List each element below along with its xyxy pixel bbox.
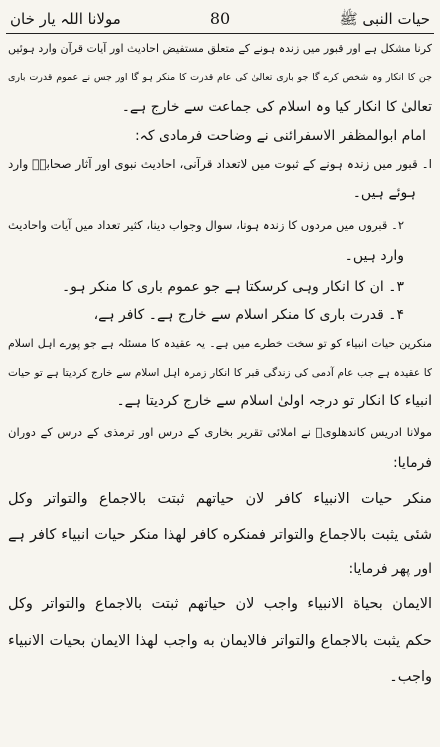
arabic-quote-line: منکر حیات الانبیاء کافر لان حیاتهم ثبتت بالاجماع والتواتر وکل [8, 491, 432, 507]
arabic-quote-line: واجب۔ [389, 669, 432, 685]
list-item: ۴۔ قدرت باری کا منکر اسلام سے خارج ہے۔ کافر ہے، [93, 307, 404, 323]
arabic-quote-line: الایمان بحیاة الانبیاء واجب لان حیاتهم ثبتت بالاجماع والتواتر وکل [8, 596, 432, 612]
text-line: منکرین حیات انبیاء کو تو سخت خطرے میں ہے۔ یہ عقیدہ کا مسئلہ ہے جو پورے اہل اسلام [8, 337, 432, 350]
text-line: کا عقیدہ ہے جب عام آدمی کی زندگی قبر کا انکار زمرہ اہل اسلام سے خارج کردیتا ہے تو حیات [8, 367, 432, 379]
text-line: امام ابوالمظفر الاسفرائنی نے وضاحت فرمادی کہ: [134, 128, 426, 144]
text-line: فرمایا: [392, 455, 432, 471]
text-line: اور پھر فرمایا: [348, 561, 432, 577]
header-rule [6, 33, 434, 34]
list-item: ۲۔ قبروں میں مردوں کا زندہ ہونا، سوال وجواب دینا، کثیر تعداد میں آیات واحادیث [8, 218, 404, 232]
list-item: ا۔ قبور میں زندہ ہونے کے ثبوت میں لاتعداد قرآنی، احادیث نبوی اور آثار صحابہؓ وارد [8, 157, 432, 171]
author-name: مولانا اللہ یار خان [10, 10, 121, 28]
arabic-quote-line: شئی یثبت بالاجماع والتواتر فمنکره کافر لهذا منکر حیات انبیاء کافر ہے [8, 527, 432, 543]
text-line: مولانا ادریس کاندھلویؒ نے املائی تقریر بخاری کے درس اور ترمذی کے درس کے دوران [8, 425, 432, 439]
text-line: کرنا مشکل ہے اور قبور میں زندہ ہونے کے متعلق مستفیض احادیث اور آیات قرآن وارد ہوئیں [8, 42, 432, 55]
page-number: 80 [209, 9, 231, 28]
page-header [8, 6, 432, 34]
text-line: ہوئے ہیں۔ [352, 185, 416, 201]
text-line: انبیاء کا انکار تو درجہ اولیٰ اسلام سے خارج کردیتا ہے۔ [116, 393, 432, 409]
page-body [8, 40, 432, 741]
book-title: حیات النبی ﷺ [339, 10, 430, 28]
arabic-quote-line: حکم یثبت بالاجماع والتواتر فالایمان به واجب لهذا الایمان بحیات الانبیاء [8, 633, 432, 649]
text-line: وارد ہیں۔ [344, 248, 404, 264]
text-line: جن کا انکار وہ شخص کرے گا جو باری تعالیٰ کی عام قدرت کا منکر ہو گا اور جس نے عموم قدرت باری [8, 72, 432, 83]
text-line: تعالیٰ کا انکار کیا وہ اسلام کی جماعت سے خارج ہے۔ [121, 99, 432, 115]
list-item: ۳۔ ان کا انکار وہی کرسکتا ہے جو عموم باری کا منکر ہو۔ [61, 279, 404, 295]
